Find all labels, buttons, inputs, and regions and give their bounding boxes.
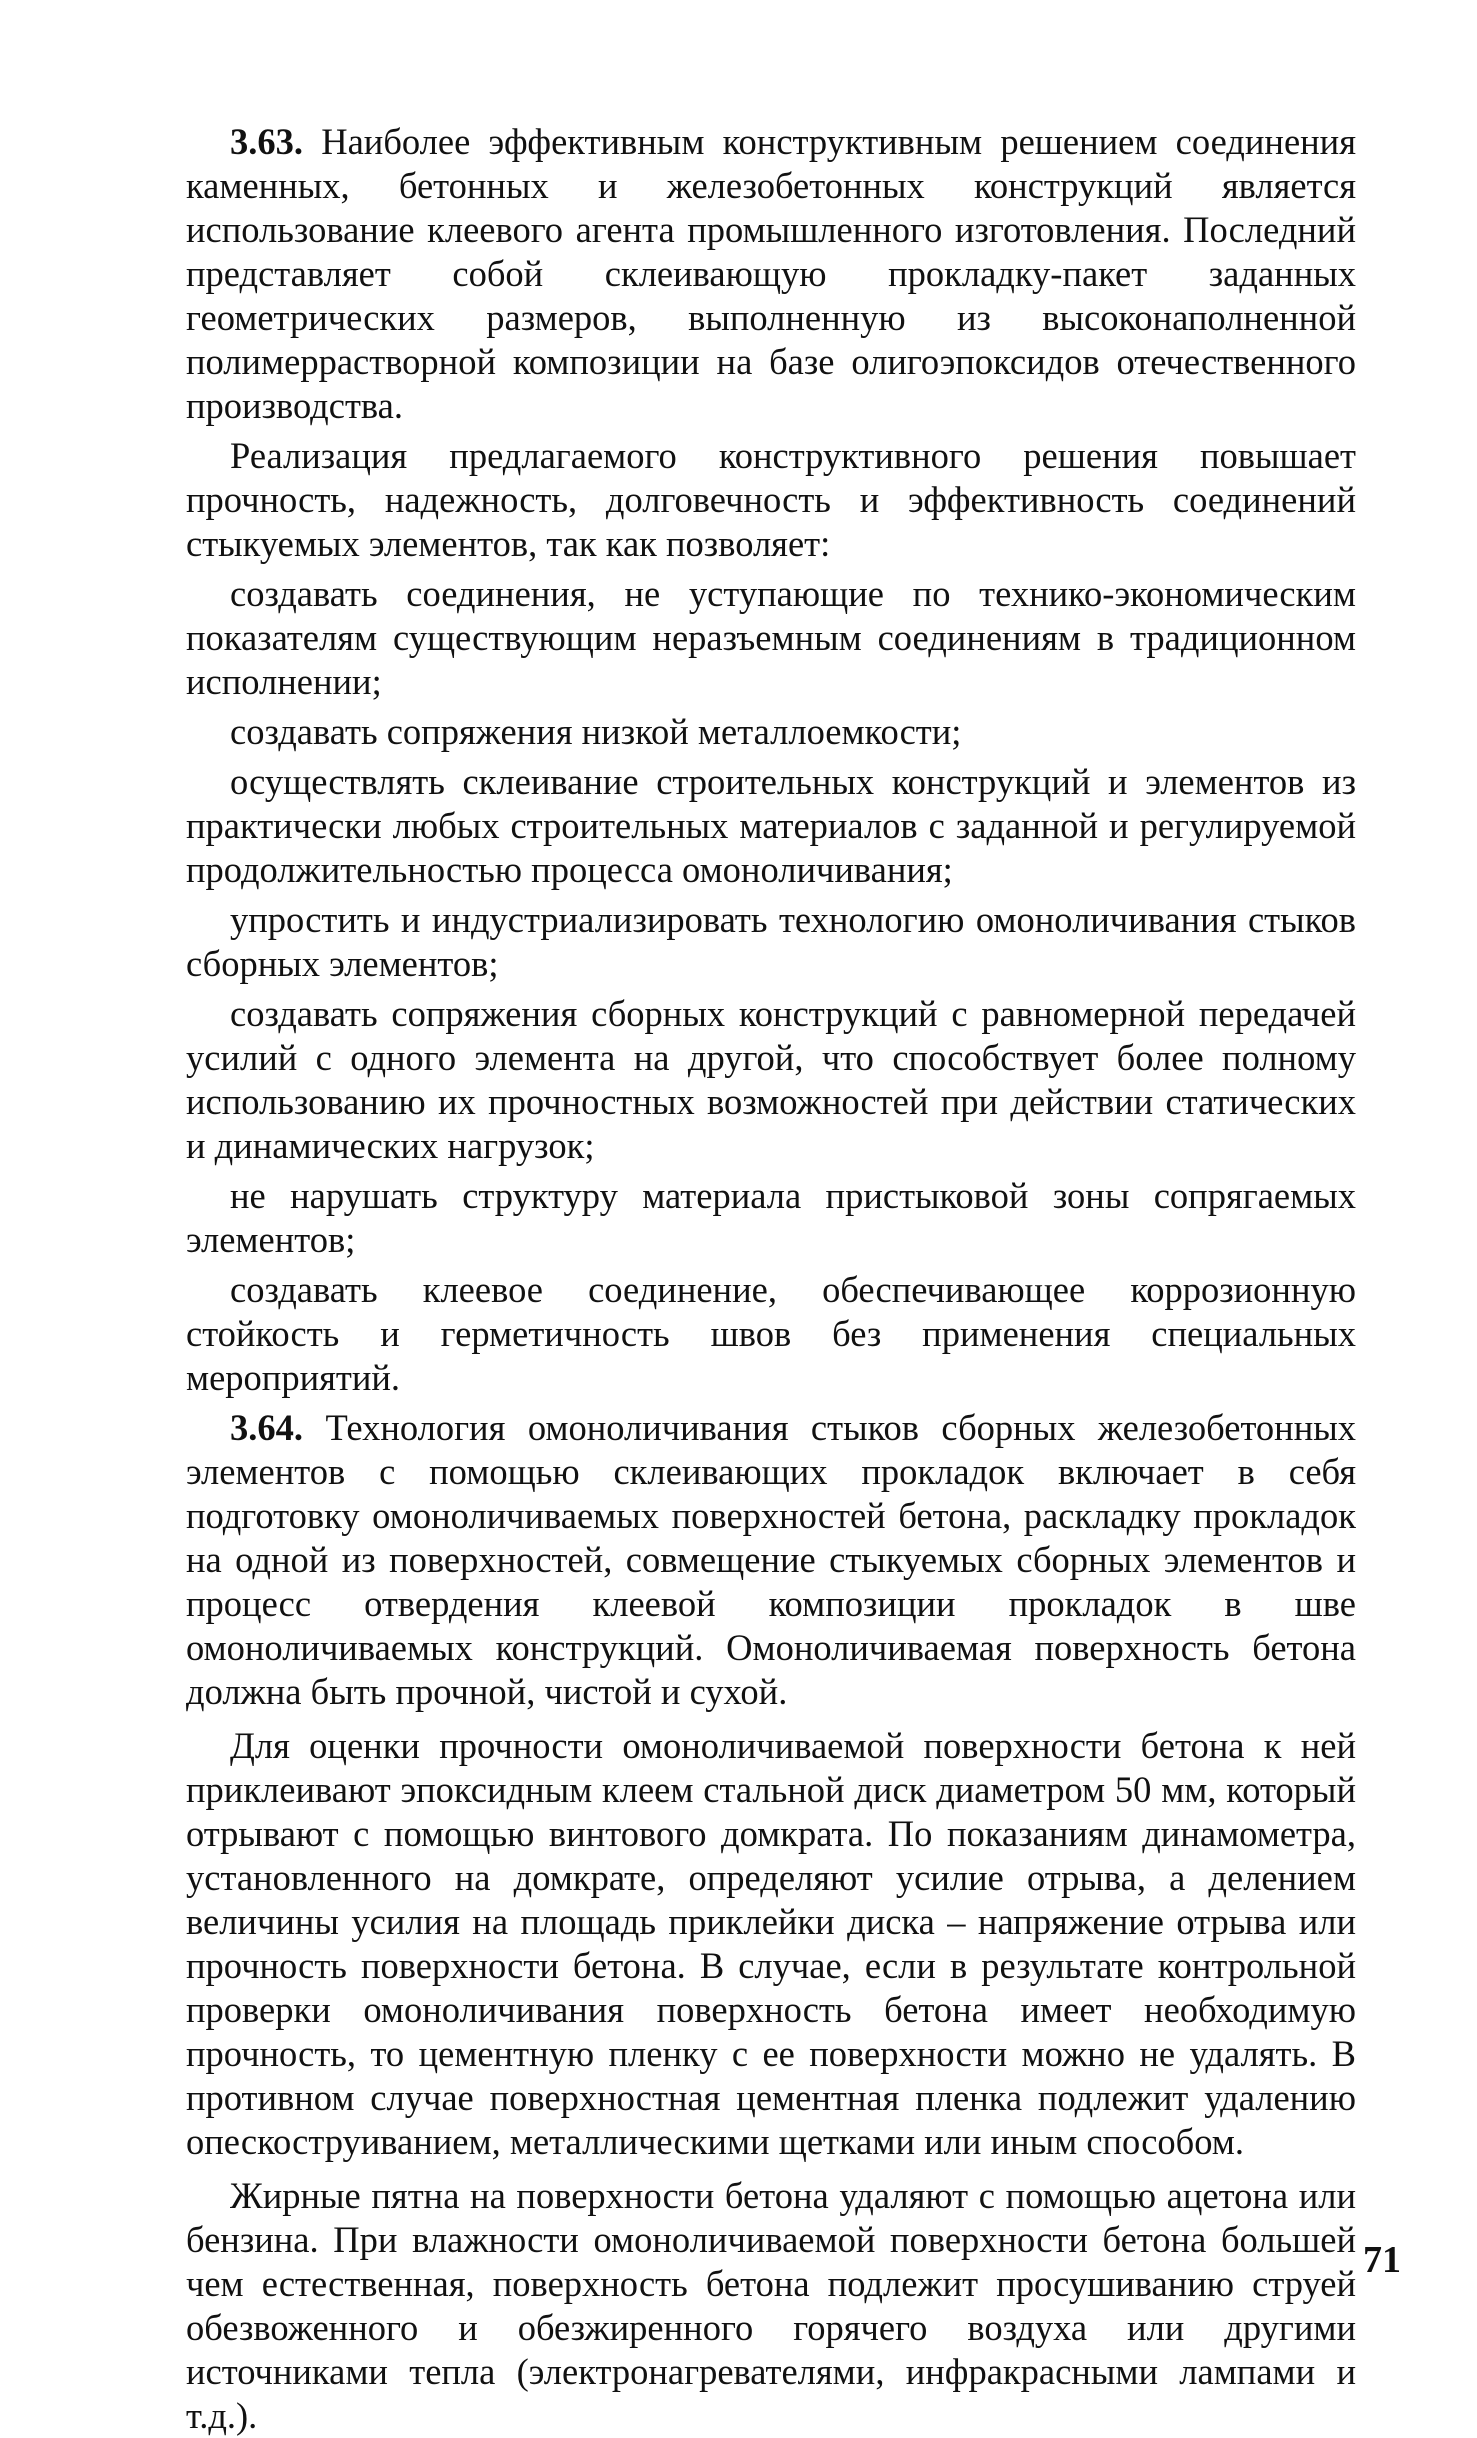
page-body bbox=[186, 120, 1356, 2436]
page-number: 71 bbox=[1363, 2239, 1401, 2281]
list-item-gluing bbox=[186, 760, 1356, 892]
list-item-simplify bbox=[186, 898, 1356, 986]
paragraph-text: осуществлять склеивание строительных конструкций и элементов из практически любых строительных материалов с заданной и регулируемой продолжительностью процесса омоноличивания; bbox=[186, 761, 1356, 890]
paragraph-text: создавать сопряжения сборных конструкций с равномерной передачей усилий с одного элемента на другой, что способствует более полному использованию их прочностных возможностей при действии статических и динамических нагрузок; bbox=[186, 993, 1356, 1166]
list-item-connections bbox=[186, 572, 1356, 704]
list-item-structure bbox=[186, 1174, 1356, 1262]
paragraph-text: Реализация предлагаемого конструктивного решения повышает прочность, надежность, долговечность и эффективность соединений стыкуемых элементов, так как позволяет: bbox=[186, 435, 1356, 564]
paragraph-strength-test bbox=[186, 1724, 1356, 2164]
list-item-corrosion bbox=[186, 1268, 1356, 1400]
paragraph-text: упростить и индустриализировать технологию омоноличивания стыков сборных элементов; bbox=[186, 899, 1356, 984]
paragraph-text: Наиболее эффективным конструктивным решением соединения каменных, бетонных и железобетонных конструкций является использование клеевого агента промышленного изготовления. Последний представляет собой склеивающую прокладку-пакет заданных геометрических размеров, выполненную из высоконаполненной полимеррастворной композиции на базе олигоэпоксидов отечественного производства. bbox=[186, 121, 1356, 426]
list-item-low-metal bbox=[186, 710, 1356, 754]
paragraph-implementation bbox=[186, 434, 1356, 566]
paragraph-text: не нарушать структуру материала пристыковой зоны сопрягаемых элементов; bbox=[186, 1175, 1356, 1260]
list-item-uniform-transfer bbox=[186, 992, 1356, 1168]
section-number-3-64: 3.64. bbox=[230, 1407, 303, 1448]
paragraph-text: создавать соединения, не уступающие по технико-экономическим показателям существующим неразъемным соединениям в традиционном исполнении; bbox=[186, 573, 1356, 702]
paragraph-text: создавать сопряжения низкой металлоемкости; bbox=[230, 711, 962, 752]
paragraph-text: создавать клеевое соединение, обеспечивающее коррозионную стойкость и герметичность швов без применения специальных мероприятий. bbox=[186, 1269, 1356, 1398]
paragraph-3-63 bbox=[186, 120, 1356, 428]
paragraph-text: Для оценки прочности омоноличиваемой поверхности бетона к ней приклеивают эпоксидным клеем стальной диск диаметром 50 мм, который отрывают с помощью винтового домкрата. По показаниям динамометра, установленного на домкрате, определяют усилие отрыва, а делением величины усилия на площадь приклейки диска – напряжение отрыва или прочность поверхности бетона. В случае, если в результате контрольной проверки омоноличивания поверхность бетона имеет необходимую прочность, то цементную пленку с ее поверхности можно не удалять. В противном случае поверхностная цементная пленка подлежит удалению опескоструиванием, металлическими щетками или иным способом. bbox=[186, 1725, 1356, 2162]
paragraph-grease-stains bbox=[186, 2174, 1356, 2438]
paragraph-text: Технология омоноличивания стыков сборных железобетонных элементов с помощью склеивающих прокладок включает в себя подготовку омоноличиваемых поверхностей бетона, раскладку прокладок на одной из поверхностей, совмещение стыкуемых сборных элементов и процесс отвердения клеевой композиции прокладок в шве омоноличиваемых конструкций. Омоноличиваемая поверхность бетона должна быть прочной, чистой и сухой. bbox=[186, 1407, 1356, 1712]
paragraph-3-64 bbox=[186, 1406, 1356, 1714]
section-number-3-63: 3.63. bbox=[230, 121, 303, 162]
paragraph-text: Жирные пятна на поверхности бетона удаляют с помощью ацетона или бензина. При влажности омоноличиваемой поверхности бетона большей чем естественная, поверхность бетона подлежит просушиванию струей обезвоженного и обезжиренного горячего воздуха или другими источниками тепла (электронагревателями, инфракрасными лампами и т.д.). bbox=[186, 2175, 1356, 2436]
